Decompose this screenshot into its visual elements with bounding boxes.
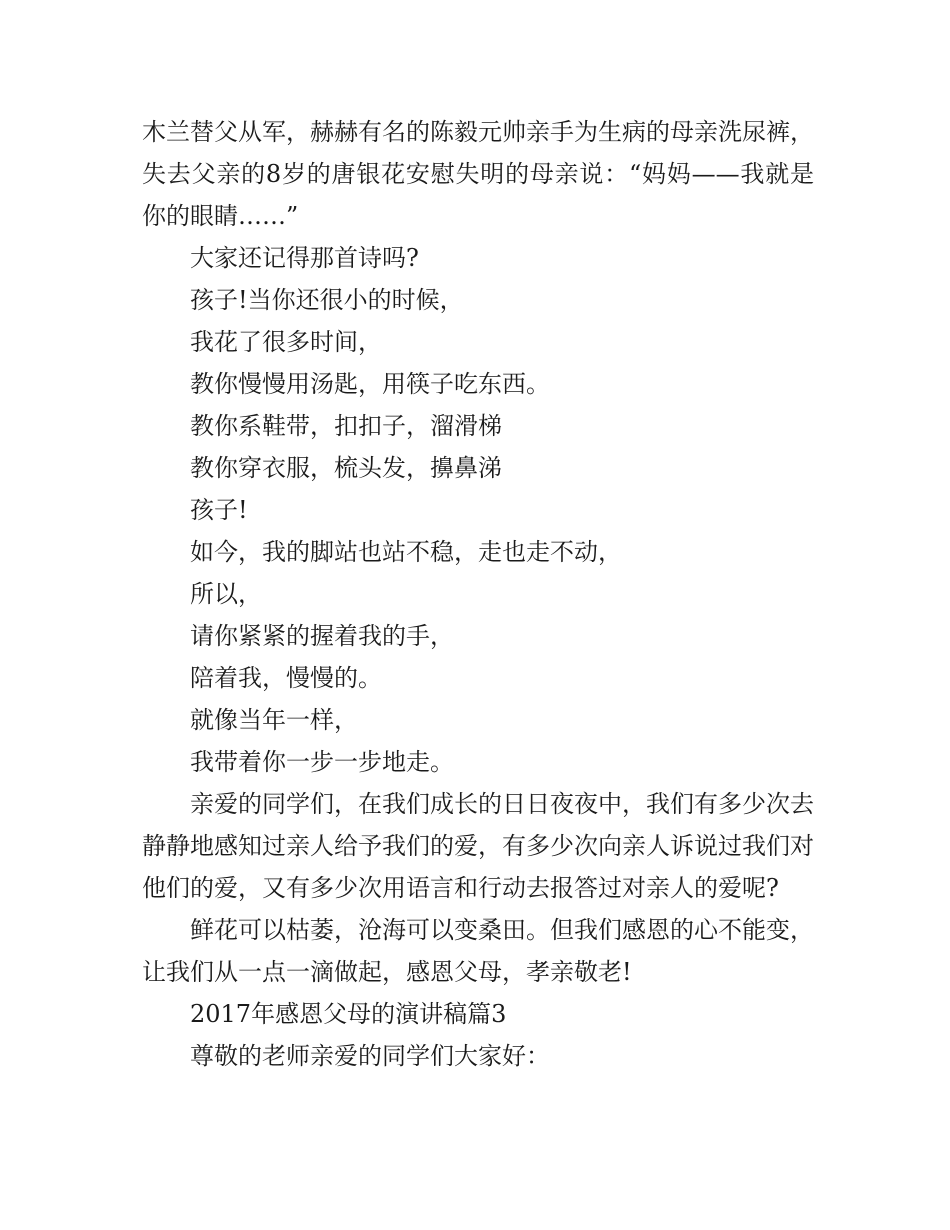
salutation: 尊敬的老师亲爱的同学们大家好： (190, 1042, 550, 1070)
poem-line: 陪着我，慢慢的。 (190, 664, 382, 692)
poem-line: 请你紧紧的握着我的手， (190, 622, 454, 650)
paragraph: 大家还记得那首诗吗? (190, 244, 419, 272)
poem-line: 教你慢慢用汤匙，用筷子吃东西。 (190, 370, 550, 398)
poem-line: 教你系鞋带，扣扣子，溜滑梯 (190, 412, 502, 440)
poem-line: 就像当年一样， (190, 706, 358, 734)
section-heading: 2017年感恩父母的演讲稿篇3 (190, 1000, 507, 1028)
poem-line: 如今，我的脚站也站不稳，走也走不动， (190, 538, 622, 566)
poem-line: 我带着你一步一步地走。 (190, 748, 454, 776)
poem-line: 孩子! (190, 496, 248, 524)
poem-line: 所以， (190, 580, 262, 608)
paragraph: 鲜花可以枯萎，沧海可以变桑田。但我们感恩的心不能变，让我们从一点一滴做起，感恩父母，孝亲敬老! (142, 916, 814, 986)
document-page (142, 111, 814, 1077)
poem-line: 教你穿衣服，梳头发，擤鼻涕 (190, 454, 502, 482)
paragraph: 亲爱的同学们，在我们成长的日日夜夜中，我们有多少次去静静地感知过亲人给予我们的爱，有多少次向亲人诉说过我们对他们的爱，又有多少次用语言和行动去报答过对亲人的爱呢? (142, 790, 814, 902)
poem-line: 我花了很多时间， (190, 328, 382, 356)
poem-line: 孩子!当你还很小的时候， (190, 286, 464, 314)
paragraph-continued: 木兰替父从军，赫赫有名的陈毅元帅亲手为生病的母亲洗尿裤，失去父亲的8岁的唐银花安慰失明的母亲说：“妈妈——我就是你的眼睛……” (142, 118, 814, 230)
